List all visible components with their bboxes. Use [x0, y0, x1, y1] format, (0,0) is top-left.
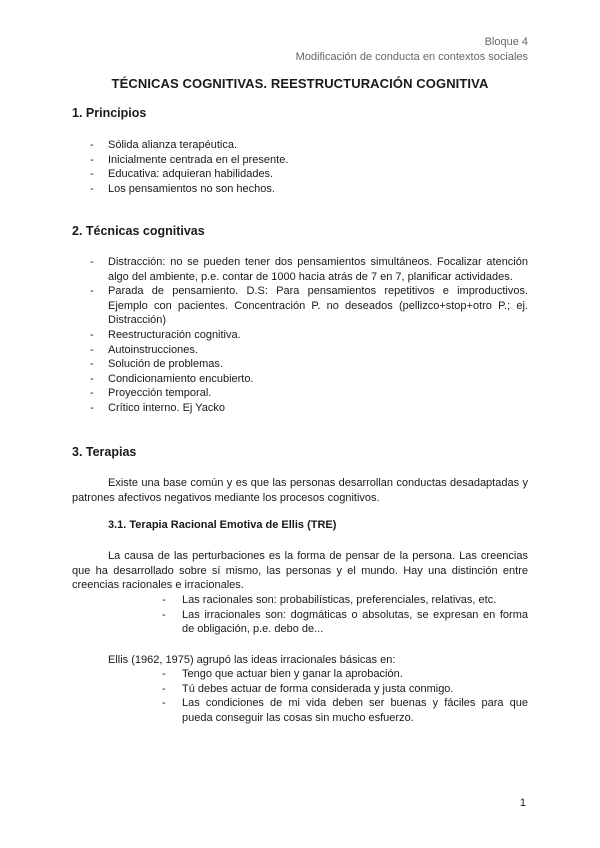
principles-list — [72, 138, 528, 196]
list-item: - Reestructuración cognitiva. — [72, 328, 528, 343]
list-item: - Autoinstrucciones. — [72, 343, 528, 358]
list-item: - Parada de pensamiento. D.S: Para pensamientos repetitivos e improductivos. Ejemplo con pacientes. Concentración P. no deseados (pellizco+stop+otro P.; ej. Distracción) — [72, 284, 528, 328]
list-item: - Sólida alianza terapéutica. — [72, 138, 528, 153]
list-item: - Crítico interno. Ej Yacko — [72, 401, 528, 416]
header-block-label: Bloque 4 — [484, 36, 528, 48]
section-1-heading: 1. Principios — [72, 106, 147, 120]
section-3-heading: 3. Terapias — [72, 445, 137, 459]
subsection-3-1-heading: 3.1. Terapia Racional Emotiva de Ellis (TRE) — [108, 519, 337, 531]
list-item: - Las condiciones de mi vida deben ser buenas y fáciles para que pueda conseguir las cosas sin mucho esfuerzo. — [162, 696, 528, 725]
list-item: - Tú debes actuar de forma considerada y justa conmigo. — [162, 682, 528, 697]
header-subject: Modificación de conducta en contextos sociales — [295, 51, 528, 63]
list-item: - Educativa: adquieran habilidades. — [72, 167, 528, 182]
page-header — [296, 35, 528, 65]
document-title: TÉCNICAS COGNITIVAS. REESTRUCTURACIÓN COGNITIVA — [111, 76, 489, 91]
list-item: - Tengo que actuar bien y ganar la aprobación. — [162, 667, 528, 682]
list-item: - Solución de problemas. — [72, 357, 528, 372]
section-2-heading: 2. Técnicas cognitivas — [72, 224, 205, 238]
list-item: - Inicialmente centrada en el presente. — [72, 153, 528, 168]
therapies-intro: Existe una base común y es que las personas desarrollan conductas desadaptadas y patrones afectivos negativos mediante los procesos cognitivos. — [72, 477, 528, 504]
techniques-list — [72, 255, 528, 416]
ellis-intro: Ellis (1962, 1975) agrupó las ideas irracionales básicas en: — [108, 654, 396, 666]
list-item: - Los pensamientos no son hechos. — [72, 182, 528, 197]
page-number: 1 — [519, 797, 526, 809]
list-item: - Proyección temporal. — [72, 386, 528, 401]
list-item: - Condicionamiento encubierto. — [72, 372, 528, 387]
beliefs-list — [162, 593, 528, 637]
tre-paragraph: La causa de las perturbaciones es la forma de pensar de la persona. Las creencias que ha desarrollado sobre sí mismo, las personas y el mundo. Hay una distinción entre creencias racionales e irracionales. — [72, 550, 528, 592]
list-item: - Distracción: no se pueden tener dos pensamientos simultáneos. Focalizar atención algo del ambiente, p.e. contar de 1000 hacia atrás de 7 en 7, planificar actividades. — [72, 255, 528, 284]
list-item: - Las irracionales son: dogmáticas o absolutas, se expresan en forma de obligación, p.e. debo de... — [162, 608, 528, 637]
list-item: - Las racionales son: probabilísticas, preferenciales, relativas, etc. — [162, 593, 528, 608]
irrational-ideas-list — [162, 667, 528, 725]
